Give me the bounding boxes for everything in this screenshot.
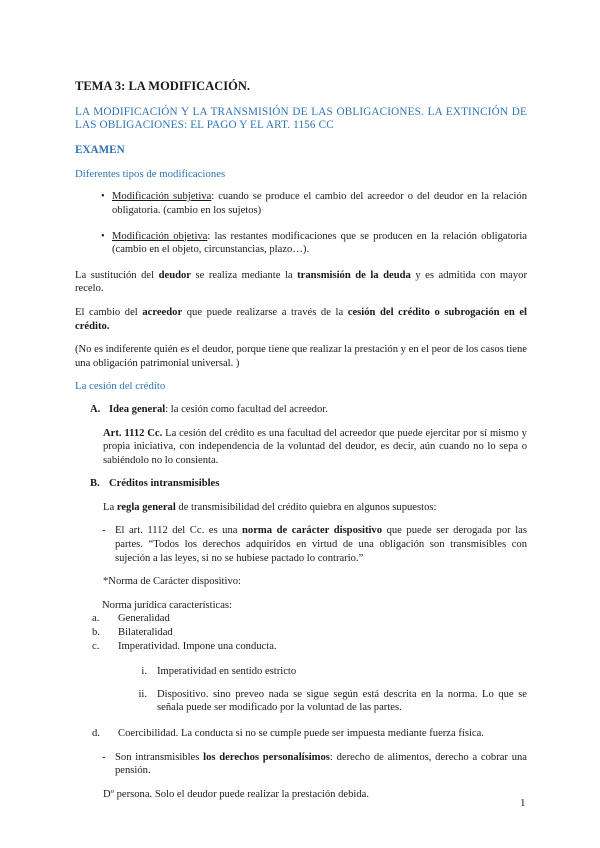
- page-number: 1: [520, 797, 526, 809]
- dash-icon: -: [102, 751, 106, 763]
- bullet-item: [88, 230, 527, 257]
- section-title: Créditos intransmisibles: [109, 478, 220, 490]
- section-label: B.: [90, 478, 100, 490]
- dash-icon: -: [102, 525, 106, 537]
- tipos-heading: Diferentes tipos de modificaciones: [75, 167, 226, 180]
- document-page: [75, 80, 527, 811]
- bullet-text: : las restantes modificaciones que se producen en la relación obligatoria (cambio en el objeto, circunstancias, plazo…).: [112, 230, 527, 256]
- bullet-term: Modificación objetiva: [112, 230, 208, 242]
- regla-paragraph: La regla general de transmisibilidad del crédito quiebra en algunos supuestos:: [103, 501, 437, 513]
- paragraph-note: (No es indiferente quién es el deudor, porque tiene que realizar la prestación y en el peor de los casos tiene una obligación patrimonial universal. ): [75, 344, 527, 369]
- bullet-dot-icon: •: [101, 191, 105, 203]
- dash-item: - Son intransmisibles los derechos personalísimos: derecho de alimentos, derecho a cobrar una pensión.: [102, 751, 527, 777]
- alpha-item: a. Generalidad: [92, 613, 170, 625]
- page-title: TEMA 3: LA MODIFICACIÓN.: [75, 79, 251, 93]
- bullet-item: [88, 190, 527, 217]
- section-b: [90, 477, 527, 491]
- persona-line: Dº persona. Solo el deudor puede realizar la prestación debida.: [103, 788, 369, 800]
- roman-item: i. Imperatividad en sentido estricto: [141, 666, 297, 678]
- alpha-item: b. Bilateralidad: [92, 627, 173, 639]
- alpha-item: c. Imperatividad. Impone una conducta.: [92, 640, 277, 652]
- article-paragraph: Art. 1112 Cc. La cesión del crédito es una facultad del acreedor que puede ejercitar por sí mismo y propia iniciativa, con independencia de la voluntad del deudor, es decir, aún cuando no lo sepa o sabiéndolo no lo consienta.: [103, 427, 527, 466]
- cesion-heading: La cesión del crédito: [75, 380, 166, 393]
- bullet-text: : cuando se produce el cambio del acreedor o del deudor en la relación obligatoria. (cambio en los sujetos): [112, 191, 527, 216]
- nota-line: *Norma de Carácter dispositivo:: [103, 576, 241, 588]
- roman-item: ii. Dispositivo. sino preveo nada se sigue según está descrita en la norma. Lo que se señala puede ser modificado por la voluntad de las partes.: [138, 688, 527, 714]
- bullet-term: Modificación subjetiva: [112, 191, 212, 203]
- bullet-dot-icon: •: [101, 230, 105, 242]
- dash-item: - El art. 1112 del Cc. es una norma de carácter dispositivo que puede ser derogada por las partes. “Todos los derechos adquiridos en virtud de una obligación son transmisibles con sujeción a las leyes, si no se hubiese pactado lo contrario.”: [102, 525, 528, 564]
- norma-line: Norma jurídica características:: [102, 599, 233, 611]
- paragraph-deudor: La sustitución del deudor se realiza mediante la transmisión de la deuda y es admitida con mayor recelo.: [75, 269, 527, 295]
- paragraph-acreedor: El cambio del acreedor que puede realizarse a través de la cesión del crédito o subrogación en el crédito.: [75, 306, 528, 332]
- section-label: A.: [90, 403, 101, 415]
- subtitle: LA MODIFICACIÓN Y LA TRANSMISIÓN DE LAS OBLIGACIONES. LA EXTINCIÓN DE LAS OBLIGACIONES: EL PAGO Y EL ART. 1156 CC: [75, 105, 527, 132]
- exam-label: EXAMEN: [75, 144, 125, 157]
- section-a: A. Idea general: la cesión como facultad del acreedor.: [90, 403, 328, 415]
- alpha-item: d. Coercibilidad. La conducta si no se cumple puede ser impuesta mediante fuerza física.: [92, 728, 484, 739]
